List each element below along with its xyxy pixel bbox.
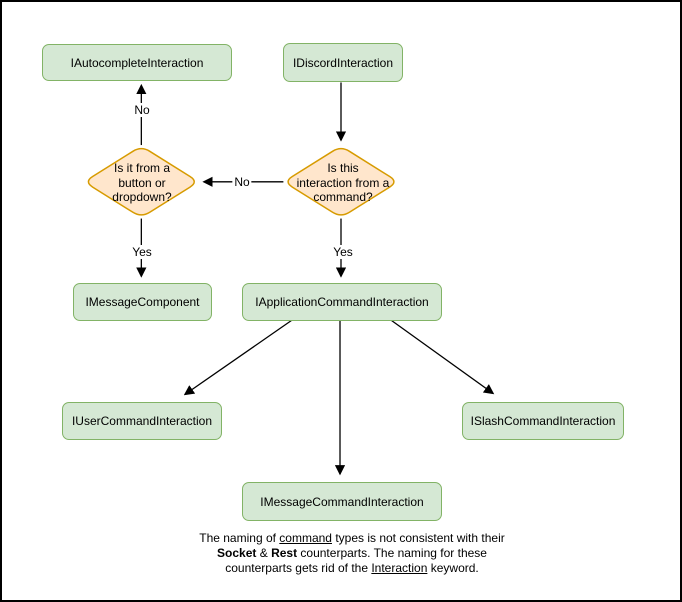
decision-text-line: Is it from a: [113, 161, 170, 176]
decision-text-line: dropdown?: [112, 190, 172, 205]
decision-text-line: command?: [313, 190, 373, 205]
node-autocomplete-interaction: IAutocompleteInteraction: [42, 44, 232, 81]
decision-text-line: Is this: [327, 161, 359, 176]
node-application-command-interaction: IApplicationCommandInteraction: [242, 283, 442, 321]
edge-label-yes-to-message-component: Yes: [132, 245, 152, 259]
decision-text-line: interaction from a: [296, 175, 390, 190]
node-discord-interaction: IDiscordInteraction: [283, 43, 403, 82]
footnote-line: The naming of command types is not consistent with their: [199, 531, 505, 545]
node-user-command-interaction: IUserCommandInteraction: [62, 402, 222, 440]
footnote-line: Socket & Rest counterparts. The naming for these: [217, 546, 487, 560]
edge-label-yes-to-app-command: Yes: [333, 245, 353, 259]
edge-label-no-to-autocomplete: No: [134, 103, 150, 117]
edge-app-command-to-user-command: [185, 320, 292, 395]
edge-app-command-to-slash-command: [391, 320, 493, 394]
node-message-component: IMessageComponent: [73, 283, 212, 321]
edge-label-no-to-button-decision: No: [234, 175, 250, 189]
diagram-footnote: [152, 531, 552, 576]
decision-button-dropdown-label: [84, 147, 200, 219]
decision-text-line: button or: [118, 175, 166, 190]
footnote-line: counterparts gets rid of the Interaction keyword.: [225, 561, 479, 575]
node-message-command-interaction: IMessageCommandInteraction: [242, 482, 442, 521]
decision-from-command-label: [285, 147, 401, 219]
node-slash-command-interaction: ISlashCommandInteraction: [462, 402, 624, 440]
